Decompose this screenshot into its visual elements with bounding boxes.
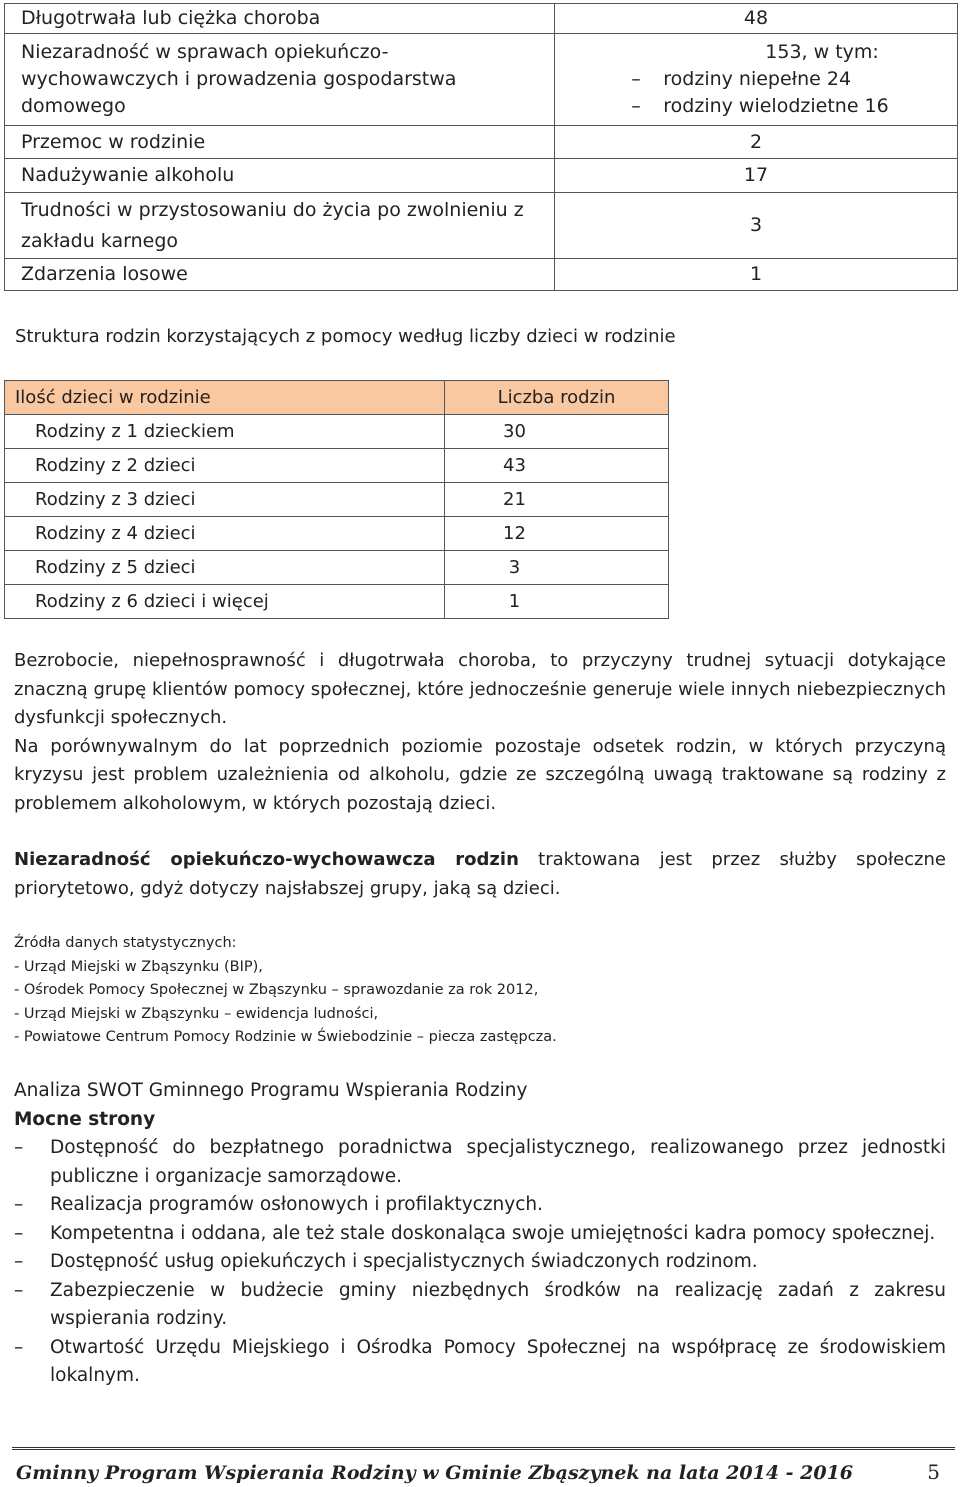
source-item: - Ośrodek Pomocy Społecznej w Zbąszynku – sprawozdanie za rok 2012, [14, 982, 539, 998]
value-line: – rodziny niepełne 24 [623, 66, 888, 93]
label-line: zakładu karnego [21, 229, 179, 252]
problems-table [4, 3, 958, 291]
family-count: 12 [445, 517, 669, 551]
label-line: Niezaradność w sprawach opiekuńczo- [21, 41, 389, 63]
label-line: wychowawczych i prowadzenia gospodarstwa [21, 68, 457, 90]
list-item: – Dostępność usług opiekuńczych i specjalistycznych świadczonych rodzinom. [14, 1248, 946, 1277]
problem-value [555, 34, 958, 126]
sources-section [14, 932, 944, 1050]
table-row [5, 126, 958, 159]
table-row [5, 415, 669, 449]
footer-divider [12, 1447, 955, 1450]
family-type: Rodziny z 2 dzieci [5, 449, 445, 483]
table-row [5, 4, 958, 34]
family-count: 43 [445, 449, 669, 483]
list-item: – Zabezpieczenie w budżecie gminy niezbędnych środków na realizację zadań z zakresu wspierania rodziny. [14, 1277, 946, 1334]
strengths-list [14, 1134, 946, 1391]
table-row [5, 34, 958, 126]
body-text [14, 647, 946, 818]
children-table [4, 380, 669, 619]
problem-label: Zdarzenia losowe [5, 259, 555, 291]
list-item: – Realizacja programów osłonowych i profilaktycznych. [14, 1191, 946, 1220]
label-line: Trudności w przystosowaniu do życia po zwolnieniu z [21, 198, 524, 221]
problem-value: 1 [555, 259, 958, 291]
problem-value: 48 [555, 4, 958, 34]
table-row [5, 159, 958, 193]
family-count: 3 [445, 551, 669, 585]
swot-title: Analiza SWOT Gminnego Programu Wspierania Rodziny [14, 1080, 528, 1101]
family-type: Rodziny z 5 dzieci [5, 551, 445, 585]
sources-title: Źródła danych statystycznych: [14, 935, 237, 951]
family-type: Rodziny z 3 dzieci [5, 483, 445, 517]
swot-section [14, 1077, 946, 1391]
family-count: 21 [445, 483, 669, 517]
source-item: - Urząd Miejski w Zbąszynku (BIP), [14, 958, 263, 975]
table-row [5, 585, 669, 619]
page-number: 5 [927, 1460, 940, 1484]
problem-value: 3 [555, 193, 958, 259]
family-count: 1 [445, 585, 669, 619]
emphasis-text: Niezaradność opiekuńczo-wychowawcza rodzin [14, 849, 519, 870]
family-type: Rodziny z 1 dzieckiem [5, 415, 445, 449]
source-item: - Powiatowe Centrum Pomocy Rodzinie w Świebodzinie – piecza zastępcza. [14, 1029, 557, 1045]
table-row [5, 193, 958, 259]
label-line: domowego [21, 95, 126, 117]
table-header-row [5, 381, 669, 415]
table-row [5, 259, 958, 291]
paragraph-rest: traktowana jest przez służby społeczne priorytetowo, gdyż dotyczy najsłabszej grupy, jaką są dzieci. [14, 849, 946, 899]
table-row [5, 449, 669, 483]
problem-label [5, 34, 555, 126]
column-header: Ilość dzieci w rodzinie [5, 381, 445, 415]
table-caption: Struktura rodzin korzystających z pomocy według liczby dzieci w rodzinie [15, 326, 676, 347]
table-row [5, 551, 669, 585]
value-line: – rodziny wielodzietne 16 [623, 93, 888, 120]
problem-value: 2 [555, 126, 958, 159]
list-item: – Kompetentna i oddana, ale też stale doskonaląca swoje umiejętności kadra pomocy społecznej. [14, 1220, 946, 1249]
family-type: Rodziny z 6 dzieci i więcej [5, 585, 445, 619]
body-text-emphasis [14, 846, 946, 903]
paragraph: Na porównywalnym do lat poprzednich poziomie pozostaje odsetek rodzin, w których przyczyną kryzysu jest problem uzależnienia od alkoholu, gdzie ze szczególną uwagą traktowane są rodziny z problemem alkoholowym, w których pozostają dzieci. [14, 735, 946, 814]
family-type: Rodziny z 4 dzieci [5, 517, 445, 551]
family-count: 30 [445, 415, 669, 449]
table-row [5, 517, 669, 551]
paragraph [14, 846, 946, 903]
source-item: - Urząd Miejski w Zbąszynku – ewidencja ludności, [14, 1005, 379, 1022]
column-header: Liczba rodzin [445, 381, 669, 415]
paragraph: Bezrobocie, niepełnosprawność i długotrwała choroba, to przyczyny trudnej sytuacji dotykające znaczną grupę klientów pomocy społecznej, które jednocześnie generuje wiele innych niebezpiecznych dysfunkcji społecznych. [14, 650, 946, 728]
value-line: 153, w tym: [765, 41, 879, 63]
list-item: – Dostępność do bezpłatnego poradnictwa specjalistycznego, realizowanego przez jednostki publiczne i organizacje samorządowe. [14, 1134, 946, 1191]
problem-label: Długotrwała lub ciężka choroba [5, 4, 555, 34]
problem-label [5, 193, 555, 259]
problem-value: 17 [555, 159, 958, 193]
value-breakdown [623, 39, 888, 120]
footer-title: Gminny Program Wspierania Rodziny w Gminie Zbąszynek na lata 2014 - 2016 [16, 1462, 854, 1484]
list-item: – Otwartość Urzędu Miejskiego i Ośrodka Pomocy Społecznej na współpracę ze środowiskiem lokalnym. [14, 1334, 946, 1391]
table-row [5, 483, 669, 517]
problem-label: Przemoc w rodzinie [5, 126, 555, 159]
swot-subtitle: Mocne strony [14, 1108, 156, 1130]
problem-label: Nadużywanie alkoholu [5, 159, 555, 193]
